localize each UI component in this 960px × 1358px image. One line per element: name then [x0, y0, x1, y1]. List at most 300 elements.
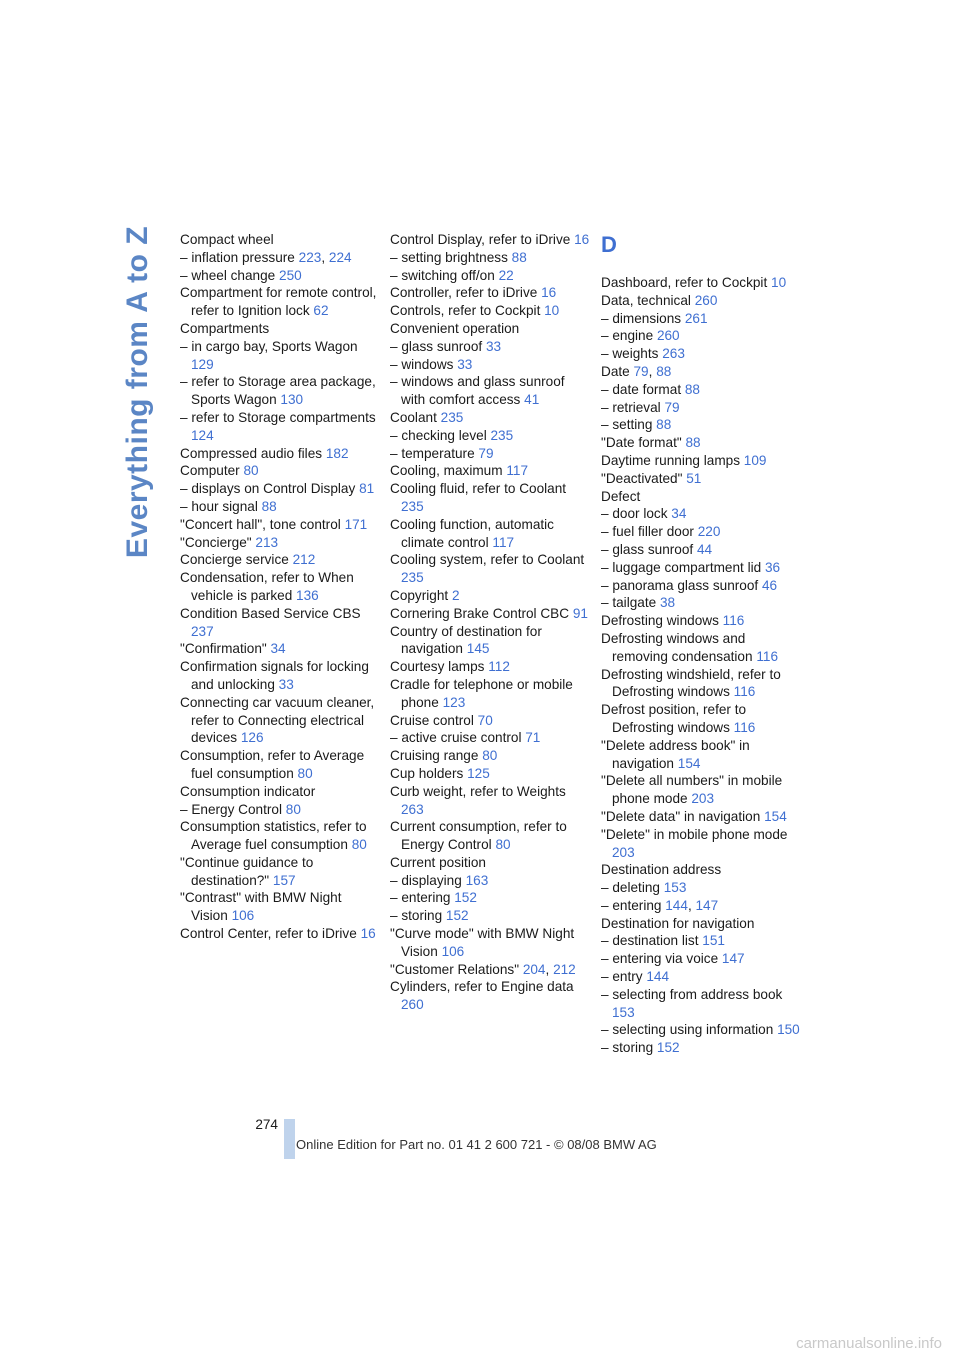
index-column-1 [180, 231, 382, 943]
entry-text: – windows [390, 356, 458, 372]
entry-text: – retrieval [601, 399, 665, 415]
entry-text: Controls, refer to Cockpit [390, 303, 545, 319]
page-link[interactable]: 124 [191, 427, 214, 443]
index-entry [390, 978, 592, 1014]
entry-text: "Continue guidance to destination?" [180, 854, 314, 888]
entry-text: Control Display, refer to iDrive [390, 232, 575, 247]
page-number: 274 [255, 1117, 278, 1132]
index-entry [601, 434, 803, 452]
index-entry [601, 968, 803, 986]
index-entry [601, 327, 803, 345]
index-entry [390, 818, 592, 854]
page-link[interactable]: 116 [733, 684, 756, 700]
entry-text: – entering via voice [601, 951, 722, 967]
page-link[interactable]: 44 [696, 541, 713, 557]
index-entry [180, 409, 382, 445]
index-entry [601, 452, 803, 470]
entry-text: Destination address [601, 862, 722, 878]
entry-text: Cornering Brake Control CBC [390, 605, 573, 621]
index-entry [180, 925, 382, 943]
page-link[interactable]: 88 [261, 498, 277, 514]
page-link[interactable]: 212 [292, 552, 316, 568]
entry-text: – hour signal [180, 498, 262, 514]
entry-text: – entering [601, 897, 666, 913]
page-link[interactable]: 116 [722, 613, 745, 629]
index-entry [390, 445, 592, 463]
index-entry [601, 1021, 803, 1039]
page-link[interactable]: 250 [279, 267, 302, 283]
entry-text: – inflation pressure [180, 249, 299, 265]
entry-text: Condensation, refer to When vehicle is parked [180, 570, 354, 603]
entry-text: – engine [601, 328, 657, 344]
page-link[interactable]: 203 [612, 844, 635, 860]
page-link[interactable]: 16 [360, 926, 376, 942]
index-entry [390, 605, 592, 623]
entry-text: – luggage compartment lid [601, 559, 765, 575]
entry-text: Compact wheel [180, 232, 274, 247]
index-entry [180, 551, 382, 569]
entry-text: – entry [601, 969, 647, 985]
index-entry [180, 516, 382, 534]
entry-text: Concierge service [180, 552, 293, 568]
index-entry [601, 505, 803, 523]
entry-text: Consumption statistics, refer to Average fuel consumption [180, 819, 367, 853]
entry-text: – displaying [390, 872, 466, 888]
page-link[interactable]: 171 [344, 516, 368, 532]
page-link[interactable]: 260 [401, 997, 424, 1013]
entry-text: "Contrast" with BMW Night Vision [180, 890, 342, 924]
page-link[interactable]: 80 [495, 837, 511, 853]
index-entry [390, 872, 592, 890]
page-link[interactable]: 145 [466, 641, 490, 657]
index-entry [601, 897, 803, 915]
page-separator: , [648, 363, 657, 379]
page-link[interactable]: 80 [243, 463, 259, 479]
page-link[interactable]: 220 [697, 524, 721, 540]
index-entry [180, 320, 382, 338]
page-link[interactable]: 152 [445, 908, 469, 924]
page-link[interactable]: 34 [270, 641, 286, 657]
entry-text: Current consumption, refer to Energy Control [390, 819, 567, 853]
index-entry [601, 559, 803, 577]
entry-text: Confirmation signals for locking and unlocking [180, 659, 369, 692]
index-entry [180, 480, 382, 498]
index-entry [601, 808, 803, 826]
index-entry [601, 701, 803, 737]
page-separator: , [321, 249, 329, 265]
letter-heading: D [601, 232, 617, 257]
page-link[interactable]: 51 [686, 470, 702, 486]
index-entry [390, 783, 592, 819]
entry-text: – windows and glass sunroof with comfort access [390, 374, 565, 408]
page-link[interactable]: 41 [524, 392, 540, 408]
entry-text: "Curve mode" with BMW Night Vision [390, 926, 575, 959]
page-link[interactable]: 116 [733, 719, 756, 735]
entry-text: – switching off/on [390, 267, 499, 283]
index-entry [180, 747, 382, 783]
index-entry [601, 950, 803, 968]
page-link[interactable]: 144 [665, 897, 688, 913]
index-entry [601, 737, 803, 773]
index-entry [601, 986, 803, 1022]
entry-text: Convenient operation [390, 320, 520, 336]
index-entry [180, 801, 382, 819]
page-link[interactable]: 182 [325, 445, 349, 461]
page-link[interactable]: 70 [477, 712, 493, 728]
index-entry [601, 826, 803, 862]
index-entry [601, 310, 803, 328]
page-link[interactable]: 223 [298, 249, 322, 265]
entry-text: Compartments [180, 320, 270, 336]
index-entry [601, 470, 803, 488]
page-link[interactable]: 79 [633, 363, 649, 379]
index-entry [390, 712, 592, 730]
page-link[interactable]: 153 [663, 880, 687, 896]
index-entry [390, 747, 592, 765]
entry-text: – selecting using information [601, 1022, 778, 1038]
page-link[interactable]: 263 [662, 346, 685, 362]
page-link[interactable]: 36 [764, 559, 781, 575]
entry-text: "Customer Relations" [390, 961, 523, 977]
index-entry [601, 577, 803, 595]
entry-text: Computer [180, 463, 244, 479]
index-entry [390, 765, 592, 783]
index-entry [390, 587, 592, 605]
entry-text: Cruising range [390, 748, 483, 764]
page-link[interactable]: 33 [485, 338, 502, 354]
page-link[interactable]: 154 [764, 808, 787, 824]
entry-text: Destination for navigation [601, 915, 755, 931]
page-link[interactable]: 80 [297, 765, 313, 781]
page-link[interactable]: 106 [441, 943, 465, 959]
entry-text: Country of destination for navigation [390, 623, 542, 657]
watermark: carmanualsonline.info [796, 1335, 942, 1352]
page-link[interactable]: 116 [756, 648, 779, 664]
entry-text: Defrosting windshield, refer to Defrosting windows [601, 666, 781, 700]
index-entry [601, 274, 803, 292]
page-link[interactable]: 79 [664, 399, 680, 415]
entry-text: Copyright [390, 587, 452, 603]
index-entry [390, 302, 592, 320]
side-title-text: Everything from A to Z [121, 225, 154, 559]
entry-text: – refer to Storage area package, Sports Wagon [180, 374, 376, 408]
entry-text: – glass sunroof [390, 338, 486, 354]
entry-text: Cooling, maximum [390, 463, 507, 479]
page-link[interactable]: 88 [656, 363, 672, 379]
index-entry [601, 932, 803, 950]
entry-text: – selecting from address book [601, 986, 783, 1002]
index-entry [601, 488, 803, 506]
index-entry [180, 498, 382, 516]
entry-text: – temperature [390, 445, 479, 461]
index-entry [180, 338, 382, 374]
entry-text: "Delete data" in navigation [601, 808, 765, 824]
index-entry [180, 640, 382, 658]
entry-text: "Date format" [601, 435, 686, 451]
index-entry [180, 605, 382, 641]
index-entry [180, 889, 382, 925]
index-entry [390, 516, 592, 552]
entry-text: Cylinders, refer to Engine data [390, 979, 574, 995]
entry-text: Cooling fluid, refer to Coolant [390, 481, 567, 497]
page-link[interactable]: 154 [677, 755, 701, 771]
entry-text: "Delete address book" in navigation [601, 737, 750, 771]
page-link[interactable]: 260 [656, 328, 680, 344]
page-link[interactable]: 263 [401, 801, 424, 817]
index-entry [390, 462, 592, 480]
page-link[interactable]: 2 [451, 587, 460, 603]
index-entry [601, 523, 803, 541]
page-link[interactable]: 204 [522, 961, 546, 977]
page-link[interactable]: 235 [440, 409, 464, 425]
page-link[interactable]: 235 [401, 498, 424, 514]
index-entry [601, 292, 803, 310]
page-link[interactable]: 157 [272, 872, 296, 888]
entry-text: – displays on Control Display [180, 481, 360, 497]
index-entry [390, 409, 592, 427]
index-entry [601, 381, 803, 399]
page-link[interactable]: 112 [488, 659, 510, 675]
index-entry [601, 594, 803, 612]
index-entry [390, 729, 592, 747]
entry-text: Defrosting windows and removing condensation [601, 630, 757, 664]
entry-text: – setting [601, 417, 657, 433]
index-entry [180, 373, 382, 409]
page-link[interactable]: 261 [684, 310, 708, 326]
index-column-2 [390, 231, 592, 1014]
index-entry [390, 338, 592, 356]
entry-text: Compartment for remote control, refer to Ignition lock [180, 285, 377, 319]
entry-text: – weights [601, 346, 663, 362]
index-entry [601, 666, 803, 702]
entry-text: Defrost position, refer to Defrosting windows [601, 702, 747, 735]
page-link[interactable]: 126 [240, 730, 264, 746]
entry-text: – Energy Control [180, 801, 286, 817]
index-entry [601, 772, 803, 808]
index-entry [601, 399, 803, 417]
index-entry [180, 569, 382, 605]
index-entry [601, 861, 803, 879]
page-link[interactable]: 235 [490, 427, 514, 443]
page-link[interactable]: 125 [467, 765, 490, 781]
page-link[interactable]: 150 [777, 1022, 800, 1038]
index-entry [390, 427, 592, 445]
page-link[interactable]: 91 [572, 605, 588, 621]
side-title [120, 225, 156, 559]
index-entry [390, 373, 592, 409]
page-link[interactable]: 151 [702, 933, 725, 949]
entry-text: – deleting [601, 880, 664, 896]
entry-text: "Confirmation" [180, 641, 271, 657]
index-entry [390, 676, 592, 712]
page-link[interactable]: 80 [351, 837, 367, 853]
page-link[interactable]: 88 [511, 249, 527, 265]
index-entry [601, 541, 803, 559]
index-entry [180, 462, 382, 480]
page-link[interactable]: 88 [656, 417, 672, 433]
entry-text: Consumption, refer to Average fuel consumption [180, 748, 365, 781]
entry-text: Cruise control [390, 712, 478, 728]
page-link[interactable]: 152 [656, 1040, 680, 1056]
index-entry [601, 1039, 803, 1057]
index-entry [180, 694, 382, 747]
index-entry [601, 345, 803, 363]
index-entry [180, 231, 382, 249]
index-entry [180, 818, 382, 854]
entry-text: – panorama glass sunroof [601, 577, 762, 593]
entry-text: "Concert hall", tone control [180, 516, 345, 532]
page-link[interactable]: 237 [191, 623, 214, 639]
page-link[interactable]: 71 [525, 730, 541, 746]
page-link[interactable]: 147 [721, 951, 745, 967]
page-link[interactable]: 33 [278, 676, 294, 692]
entry-text: "Delete" in mobile phone mode [601, 826, 788, 842]
entry-text: Courtesy lamps [390, 659, 489, 675]
index-entry [390, 854, 592, 872]
index-entry [390, 267, 592, 285]
page-link[interactable]: 136 [296, 587, 319, 603]
page-link[interactable]: 88 [685, 435, 701, 451]
index-entry [601, 612, 803, 630]
index-entry [601, 879, 803, 897]
index-entry [390, 889, 592, 907]
page-link[interactable]: 260 [694, 292, 718, 308]
entry-text: – date format [601, 381, 685, 397]
entry-text: – tailgate [601, 595, 660, 611]
entry-text: Cradle for telephone or mobile phone [390, 676, 573, 710]
page-link[interactable]: 80 [285, 801, 301, 817]
page-separator: , [687, 897, 696, 913]
index-entry [180, 445, 382, 463]
page-link[interactable]: 152 [454, 890, 477, 906]
index-entry [390, 623, 592, 659]
page-link[interactable]: 109 [743, 452, 767, 468]
page-link[interactable]: 147 [695, 897, 719, 913]
index-entry [390, 961, 592, 979]
entry-text: – entering [390, 890, 455, 906]
page-link[interactable]: 130 [280, 392, 304, 408]
entry-text: – refer to Storage compartments [180, 409, 376, 425]
page-link[interactable]: 106 [231, 908, 255, 924]
page-separator: , [545, 961, 554, 977]
index-entry [390, 907, 592, 925]
entry-text: Defrosting windows [601, 613, 723, 629]
index-entry [390, 480, 592, 516]
entry-text: Connecting car vacuum cleaner, refer to Connecting electrical devices [180, 694, 375, 746]
entry-text: Curb weight, refer to Weights [390, 783, 566, 799]
index-entry [601, 630, 803, 666]
page-link[interactable]: 203 [691, 791, 715, 807]
entry-text: Current position [390, 854, 486, 870]
index-entry [601, 416, 803, 434]
entry-text: Dashboard, refer to Cockpit [601, 275, 772, 290]
index-entry [390, 356, 592, 374]
entry-text: – storing [601, 1040, 657, 1056]
entry-text: – door lock [601, 506, 672, 522]
entry-text: – glass sunroof [601, 541, 697, 557]
entry-text: Controller, refer to iDrive [390, 285, 542, 301]
page-link[interactable]: 38 [659, 595, 676, 611]
entry-text: – setting brightness [390, 249, 512, 265]
page-link[interactable]: 80 [482, 748, 498, 764]
index-entry [390, 658, 592, 676]
page-link[interactable]: 117 [506, 463, 529, 479]
page-link[interactable]: 62 [313, 303, 329, 319]
footer-text: Online Edition for Part no. 01 41 2 600 721 - © 08/08 BMW AG [296, 1137, 657, 1152]
entry-text: – in cargo bay, Sports Wagon [180, 338, 358, 354]
entry-text: "Delete all numbers" in mobile phone mode [601, 773, 783, 807]
entry-text: Cooling function, automatic climate control [390, 516, 554, 550]
entry-text: Coolant [390, 409, 441, 425]
entry-text: Daytime running lamps [601, 452, 744, 468]
entry-text: "Concierge" [180, 534, 256, 550]
page-link[interactable]: 88 [684, 381, 700, 397]
index-entry [180, 249, 382, 267]
entry-text: – storing [390, 908, 446, 924]
page-link[interactable]: 46 [761, 577, 778, 593]
index-entry [180, 534, 382, 552]
entry-text: Data, technical [601, 292, 695, 308]
entry-text: Compressed audio files [180, 445, 326, 461]
index-entry [390, 320, 592, 338]
index-entry [390, 925, 592, 961]
page-link[interactable]: 81 [359, 481, 375, 497]
entry-text: Date [601, 363, 634, 379]
index-column-3 [601, 231, 803, 1057]
entry-text: – wheel change [180, 267, 280, 283]
page-link[interactable]: 79 [478, 445, 494, 461]
page-link[interactable]: 235 [401, 570, 424, 586]
index-entry [180, 267, 382, 285]
index-entry [390, 231, 592, 249]
entry-text: Defect [601, 488, 641, 504]
entry-text: – fuel filler door [601, 524, 698, 540]
page-link[interactable]: 33 [457, 356, 473, 372]
page-link[interactable]: 129 [191, 356, 214, 372]
index-entry [390, 284, 592, 302]
page-link[interactable]: 16 [541, 285, 557, 301]
index-entry [390, 249, 592, 267]
entry-text: Control Center, refer to iDrive [180, 926, 361, 942]
page-link[interactable]: 153 [612, 1004, 635, 1020]
index-entry [180, 854, 382, 890]
entry-text: Consumption indicator [180, 783, 316, 799]
entry-text: – dimensions [601, 310, 685, 326]
index-entry [180, 658, 382, 694]
page-link[interactable]: 224 [328, 249, 352, 265]
page-link[interactable]: 10 [771, 275, 787, 290]
page-link[interactable]: 16 [574, 232, 590, 247]
entry-text: Condition Based Service CBS [180, 605, 361, 621]
index-entry [601, 915, 803, 933]
index-entry [180, 284, 382, 320]
page-link[interactable]: 212 [553, 961, 576, 977]
page-link[interactable]: 144 [646, 969, 670, 985]
page-link[interactable]: 10 [544, 303, 560, 319]
page-link[interactable]: 163 [465, 872, 489, 888]
index-entry [390, 551, 592, 587]
page-link[interactable]: 34 [671, 506, 687, 522]
page-link[interactable]: 117 [492, 534, 515, 550]
page-link[interactable]: 213 [255, 534, 279, 550]
page-link[interactable]: 22 [498, 267, 514, 283]
entry-text: – destination list [601, 933, 703, 949]
entry-text: Cooling system, refer to Coolant [390, 552, 585, 568]
footer-bar [284, 1119, 295, 1159]
page-link[interactable]: 123 [442, 694, 466, 710]
entry-text: – checking level [390, 427, 491, 443]
entry-text: Cup holders [390, 765, 468, 781]
